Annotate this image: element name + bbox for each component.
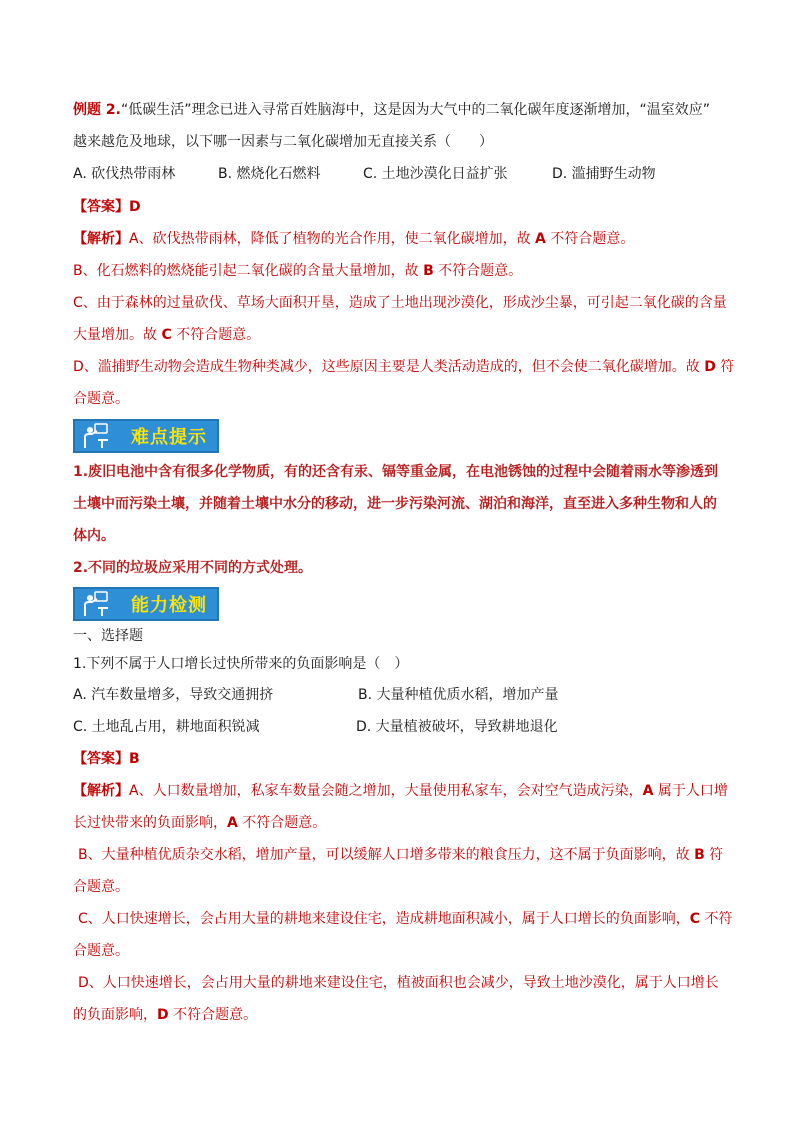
- option-a: A. 汽车数量增多，导致交通拥挤: [73, 687, 274, 703]
- analysis-line-b-2: 合题意。: [73, 879, 129, 895]
- option-d: D. 大量植被破坏，导致耕地退化: [356, 719, 558, 735]
- example-question-line-2: 越来越危及地球，以下哪一因素与二氧化碳增加无直接关系（ ）: [73, 134, 493, 150]
- analysis-line-d: D、滥捕野生动物会造成生物种类减少，这些原因主要是人类活动造成的，但不会使二氧化碳增加。故 D 符: [73, 359, 735, 375]
- answer-line: [73, 749, 140, 769]
- answer-tag: 【答案】: [73, 199, 129, 215]
- difficult-points-banner: [73, 419, 219, 453]
- answer-tag: 【答案】: [73, 751, 129, 767]
- example-question-text: “低碳生活”理念已进入寻常百姓脑海中，这是因为大气中的二氧化碳年度逐渐增加，“温室效应”: [120, 102, 710, 118]
- analysis-line-c-2: 大量增加。故 C 不符合题意。: [73, 327, 261, 343]
- analysis-line-d: D、人口快速增长，会占用大量的耕地来建设住宅，植被面积也会减少，导致土地沙漠化，属于人口增长: [78, 975, 719, 991]
- tip-1-line-1: 1.废旧电池中含有很多化学物质，有的还含有汞、镉等重金属，在电池锈蚀的过程中会随着雨水等渗透到: [73, 464, 719, 480]
- answer-line: [73, 197, 141, 217]
- analysis-line-d-2: 合题意。: [73, 391, 129, 407]
- analysis-line-a: 【解析】A、砍伐热带雨林，降低了植物的光合作用，使二氧化碳增加，故 A 不符合题意。: [73, 231, 635, 247]
- analysis-line-d-2: 的负面影响，D 不符合题意。: [73, 1007, 258, 1023]
- tip-2: 2.不同的垃圾应采用不同的方式处理。: [73, 560, 313, 576]
- analysis-line-c-2: 合题意。: [73, 943, 129, 959]
- example-question-line: [73, 100, 710, 120]
- option-b: B. 燃烧化石燃料: [218, 166, 321, 182]
- analysis-line-c: C、由于森林的过量砍伐、草场大面积开垦，造成了土地出现沙漠化，形成沙尘暴，可引起二氧化碳的含量: [73, 295, 727, 311]
- option-a: A. 砍伐热带雨林: [73, 166, 176, 182]
- analysis-line-a: 【解析】A、人口数量增加，私家车数量会随之增加，大量使用私家车，会对空气造成污染，A 属于人口增: [73, 783, 728, 799]
- analysis-line-a-2: 长过快带来的负面影响，A 不符合题意。: [73, 815, 327, 831]
- analysis-line-b: B、大量种植优质杂交水稻，增加产量，可以缓解人口增多带来的粮食压力，这不属于负面影响，故 B 符: [78, 847, 724, 863]
- option-b: B. 大量种植优质水稻，增加产量: [358, 687, 559, 703]
- analysis-line-c: C、人口快速增长，会占用大量的耕地来建设住宅，造成耕地面积减小，属于人口增长的负面影响，C 不符: [78, 911, 733, 927]
- option-c: C. 土地乱占用，耕地面积锐减: [73, 719, 260, 735]
- option-c: C. 土地沙漠化日益扩张: [363, 166, 508, 182]
- banner-title: 能力检测: [131, 595, 207, 616]
- answer-value: D: [129, 199, 141, 215]
- analysis-line-b: B、化石燃料的燃烧能引起二氧化碳的含量大量增加，故 B 不符合题意。: [73, 263, 523, 279]
- analysis-tag: 【解析】: [73, 783, 129, 799]
- answer-value: B: [129, 751, 140, 767]
- tip-1-line-2: 土壤中而污染土壤，并随着土壤中水分的移动，进一步污染河流、湖泊和海洋，直至进入多种生物和人的: [73, 496, 717, 512]
- teacher-icon: [75, 589, 119, 619]
- option-d: D. 滥捕野生动物: [552, 166, 656, 182]
- analysis-tag: 【解析】: [73, 231, 129, 247]
- section-heading: 一、选择题: [73, 628, 143, 644]
- tip-1-line-3: 体内。: [73, 528, 115, 544]
- ability-test-banner: [73, 587, 219, 621]
- banner-title: 难点提示: [131, 427, 207, 448]
- question-1: 1.下列不属于人口增长过快所带来的负面影响是（ ）: [73, 656, 409, 672]
- teacher-icon: [75, 421, 119, 451]
- example-label: 例题 2.: [73, 102, 121, 118]
